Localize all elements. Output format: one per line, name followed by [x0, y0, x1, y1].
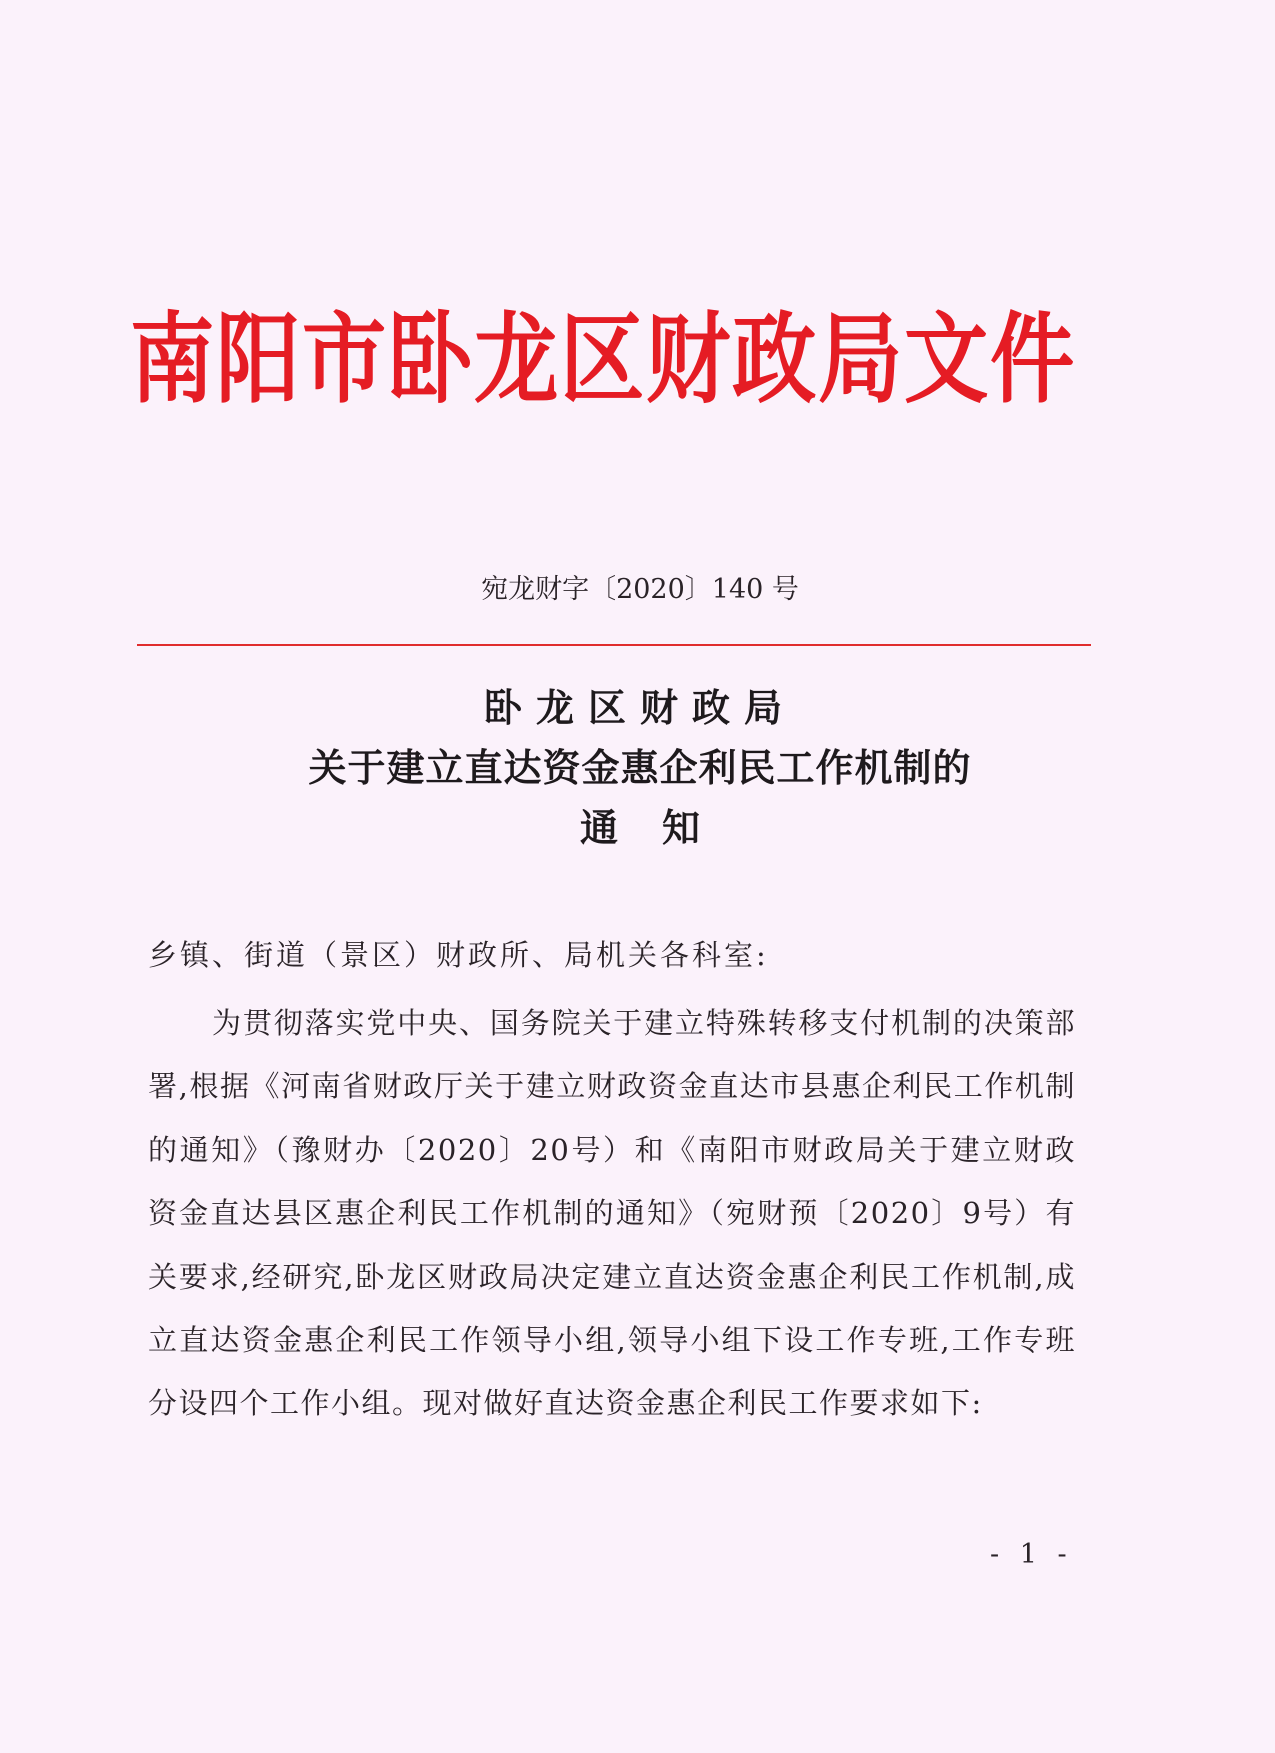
document-header-title: 南阳市卧龙区财政局文件: [130, 303, 1077, 417]
body-paragraph: 为贯彻落实党中央、国务院关于建立特殊转移支付机制的决策部署,根据《河南省财政厅关于建立财政资金直达市县惠企利民工作机制的通知》（豫财办〔2020〕20号）和《南阳市财政局关于建立财政资金直达县区惠企利民工作机制的通知》（宛财预〔2020〕9号）有关要求,经研究,卧龙区财政局决定建立直达资金惠企利民工作机制,成立直达资金惠企利民工作领导小组,领导小组下设工作专班,工作专班分设四个工作小组。现对做好直达资金惠企利民工作要求如下:: [148, 1006, 1076, 1421]
title-line-type: 通知: [579, 806, 744, 850]
page-number: - 1 -: [990, 1539, 1073, 1570]
red-divider-line: [137, 644, 1091, 646]
addressee-line: 乡镇、街道（景区）财政所、局机关各科室:: [148, 938, 769, 972]
title-line-subject: 关于建立直达资金惠企利民工作机制的: [308, 746, 972, 790]
title-line-issuer: 卧龙区财政局: [483, 686, 796, 730]
document-number: 宛龙财字〔2020〕140 号: [481, 574, 799, 605]
notice-title: [130, 678, 1150, 858]
